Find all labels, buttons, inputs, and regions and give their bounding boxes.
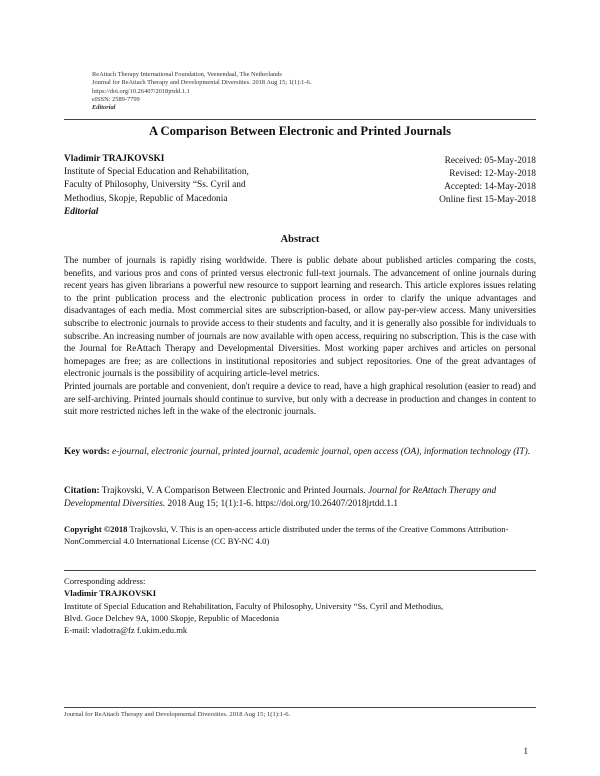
- header-article-type: Editorial: [92, 104, 116, 112]
- corresponding-name: Vladimir TRAJKOVSKI: [64, 588, 157, 599]
- running-header: [92, 71, 311, 112]
- abstract-body: [64, 254, 536, 418]
- keywords: [64, 446, 536, 459]
- footer-rule: [64, 707, 536, 708]
- corresponding-rule: [64, 570, 536, 571]
- footer-citation: Journal for ReAttach Therapy and Developmental Diversities. 2018 Aug 15; 1(1):1-6.: [64, 711, 291, 718]
- article-title: A Comparison Between Electronic and Printed Journals: [148, 124, 452, 138]
- keywords-text: e-journal, electronic journal, printed journal, academic journal, open access (OA), information technology (IT): [112, 447, 528, 457]
- copyright-text: Trajkovski, V. This is an open-access article distributed under the terms of the Creative Commons Attribution-NonCommercial 4.0 International License (CC BY-NC 4.0): [64, 524, 509, 547]
- author-name: Vladimir TRAJKOVSKI: [64, 154, 165, 164]
- citation: [64, 485, 536, 511]
- header-rule: [64, 119, 536, 120]
- page-number: 1: [523, 746, 528, 756]
- copyright-label: Copyright ©2018: [64, 524, 128, 534]
- corresponding-line-2: Blvd. Goce Delchev 9A, 1000 Skopje, Republic of Macedonia: [64, 612, 280, 623]
- date-accepted: Accepted: 14-May-2018: [444, 182, 536, 192]
- corresponding-address: [64, 575, 544, 636]
- author-affiliation-3: Methodius, Skopje, Republic of Macedonia: [64, 193, 228, 204]
- author-affiliation-2: Faculty of Philosophy, University “Ss. Cyril and: [64, 180, 246, 191]
- date-received: Received: 05-May-2018: [444, 156, 536, 166]
- header-journal: Journal for ReAttach Therapy and Developmental Diversities. 2018 Aug 15; 1(1):1-6.: [92, 79, 312, 87]
- citation-text: Trajkovski, V. A Comparison Between Electronic and Printed Journals.: [101, 486, 366, 496]
- copyright: [64, 523, 536, 548]
- author-block: [64, 153, 334, 219]
- corresponding-line-1: Institute of Special Education and Rehabilitation, Faculty of Philosophy, University “Ss. Cyril and Methodius,: [64, 600, 444, 611]
- article-type: Editorial: [64, 206, 99, 217]
- header-foundation: ReAttach Therapy International Foundation, Veenendaal, The Netherlands: [92, 71, 282, 78]
- citation-journal: Journal for ReAttach Therapy and Developmental Diversities.: [64, 486, 497, 509]
- abstract-paragraph-2: Printed journals are portable and convenient, don't require a device to read, have a high graphical resolution (easier to read) and are self-archiving. Printed journals should continue to survive, but only with a decrease in production and changes in content to suit more restricted niches left in the wake of the electronic journals.: [64, 380, 536, 417]
- author-affiliation-1: Institute of Special Education and Rehabilitation,: [64, 167, 249, 178]
- header-doi: https://doi.org/10.26407/2018jrtdd.1.1: [92, 87, 190, 95]
- date-online: Online first 15-May-2018: [439, 195, 536, 205]
- date-revised: Revised: 12-May-2018: [449, 169, 536, 179]
- citation-details: 2018 Aug 15; 1(1):1-6. https://doi.org/10.26407/2018jrtdd.1.1: [167, 499, 398, 509]
- citation-label: Citation:: [64, 486, 100, 496]
- keywords-end: .: [527, 447, 530, 457]
- corresponding-label: Corresponding address:: [64, 576, 146, 586]
- corresponding-email: E-mail: vladotra@fz f.ukim.edu.mk: [64, 625, 188, 636]
- dates-block: [439, 155, 536, 207]
- abstract-paragraph-1: The number of journals is rapidly rising worldwide. There is public debate about published articles comparing the costs, benefits, and various pros and cons of printed versus electronic full-text journals. The advancement of online journals during recent years has given librarians a powerful new resource to support learning and research. This article explores issues relating to the print publication process and the electronic publication process in order to clarify the unique advantages and disadvantages of each media. Most commercial sites are subscription-based, or allow pay-per-view access. Many universities subscribe to electronic journals to provide access to their students and faculty, and it is generally also possible for individuals to subscribe. An increasing number of journals are now available with open access, requiring no subscription. This is the case with the Journal for ReAttach Therapy and Developmental Diversities. Most working paper archives and articles on personal homepages are free; as are collections in institutional repositories and subject repositories. One of the great advantages of electronic journals is the possibility of acquiring article-level metrics.: [64, 255, 536, 379]
- abstract-heading: Abstract: [280, 234, 320, 245]
- keywords-label: Key words:: [64, 447, 110, 457]
- header-eissn: eISSN: 2589-7799: [92, 95, 140, 103]
